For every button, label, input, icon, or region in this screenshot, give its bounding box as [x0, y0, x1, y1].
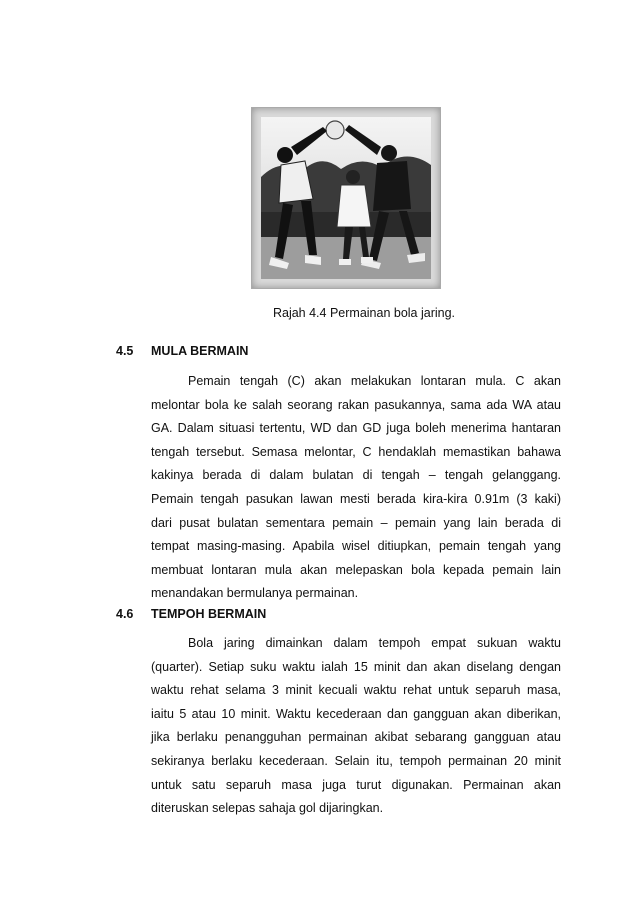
paragraph-line: tempat masing-masing. Apabila wisel ditiupkan, pemain tengah yang	[151, 539, 561, 554]
figure-photo-frame	[251, 107, 441, 289]
netball-players-image	[261, 117, 431, 279]
paragraph-line: GA. Dalam situasi tertentu, WD dan GD juga boleh menerima hantaran	[151, 421, 561, 436]
paragraph-line: (quarter). Setiap suku waktu ialah 15 minit dan akan diselang dengan	[151, 659, 561, 674]
paragraph-line: menandakan bermulanya permainan.	[151, 586, 359, 601]
section-paragraph	[151, 370, 561, 606]
figure-caption: Rajah 4.4 Permainan bola jaring.	[272, 306, 456, 320]
section-title: TEMPOH BERMAIN	[151, 607, 267, 621]
section-number: 4.6	[116, 607, 134, 621]
paragraph-line: iaitu 5 atau 10 minit. Waktu kecederaan dan gangguan akan diberikan,	[151, 706, 561, 721]
section-title: MULA BERMAIN	[151, 344, 249, 358]
paragraph-line: melontar bola ke salah seorang rakan pasukannya, sama ada WA atau	[151, 397, 561, 412]
paragraph-line: sekiranya berlaku kecederaan. Selain itu, tempoh permainan 20 minit	[151, 753, 561, 768]
paragraph-line: tengah tersebut. Semasa melontar, C hendaklah memastikan bahawa	[151, 444, 561, 459]
paragraph-line: waktu rehat selama 3 minit kecuali waktu rehat untuk separuh masa,	[151, 683, 561, 698]
paragraph-line: kakinya berada di dalam bulatan di tengah – tengah gelanggang.	[151, 468, 561, 483]
paragraph-line: Pemain tengah (C) akan melakukan lontaran mula. C akan	[188, 374, 561, 388]
paragraph-line: diteruskan selepas sahaja gol dijaringkan.	[151, 801, 384, 816]
netball-photo	[261, 117, 431, 279]
paragraph-line: untuk satu separuh masa juga turut digunakan. Permainan akan	[151, 777, 561, 792]
paragraph-line: Bola jaring dimainkan dalam tempoh empat sukuan waktu	[188, 636, 561, 650]
paragraph-line: jika berlaku penangguhan permainan akibat sebarang gangguan atau	[151, 730, 561, 745]
section-paragraph	[151, 632, 561, 821]
paragraph-line: membuat lontaran mula akan melepaskan bola kepada pemain lain	[151, 562, 561, 577]
paragraph-line: Pemain tengah pasukan lawan mesti berada kira-kira 0.91m (3 kaki)	[151, 491, 561, 506]
section-number: 4.5	[116, 344, 134, 358]
paragraph-line: dari pusat bulatan sementara pemain – pemain yang lain berada di	[151, 515, 561, 530]
